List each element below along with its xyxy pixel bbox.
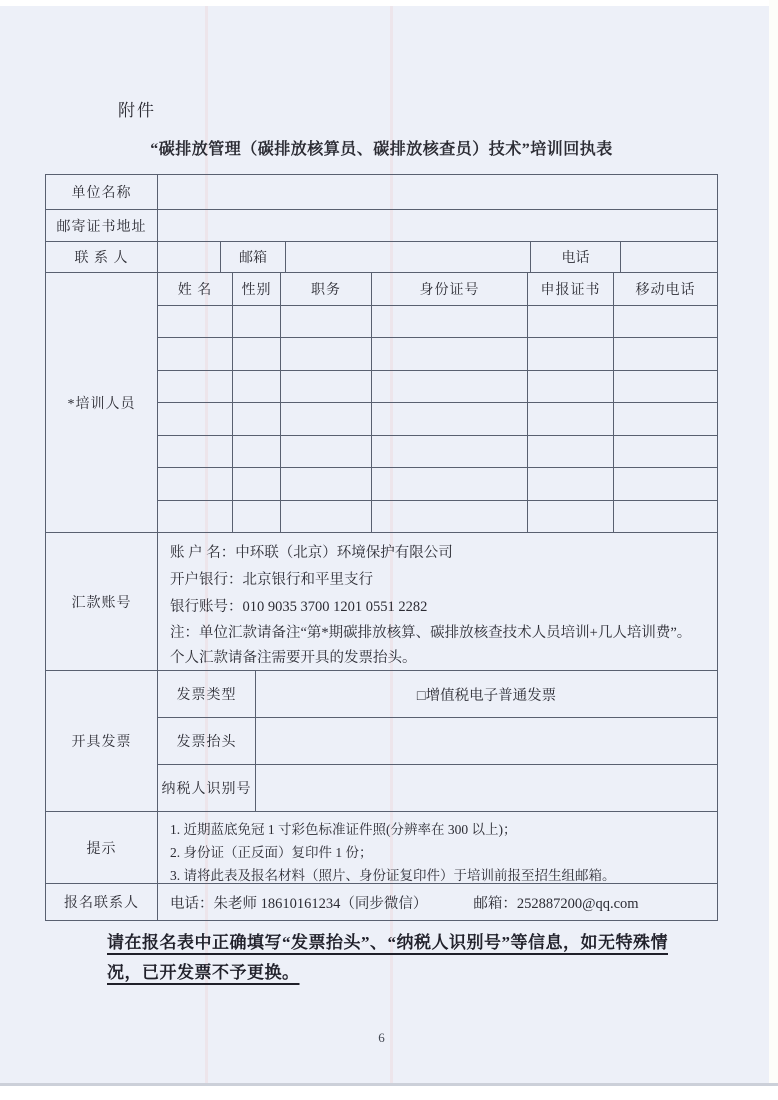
col-header-certificate: 申报证书: [528, 273, 614, 305]
tips-content: [158, 812, 717, 883]
empty-cell: [528, 403, 614, 434]
empty-cell: [614, 338, 717, 369]
trainee-empty-row: [158, 371, 717, 403]
empty-cell: [528, 468, 614, 499]
attachment-label: 附件: [118, 101, 156, 120]
unit-name-row: [46, 175, 717, 210]
empty-cell: [158, 338, 233, 369]
remittance-details: [158, 533, 717, 670]
account-name-line: 账 户 名：中环联（北京）环境保护有限公司: [170, 545, 453, 561]
contact-phone-label: 电话: [531, 242, 621, 272]
empty-cell: [233, 306, 281, 337]
invoice-subtable: [158, 671, 717, 811]
empty-cell: [372, 338, 528, 369]
trainees-row: [46, 273, 717, 533]
trainee-empty-row: [158, 436, 717, 468]
empty-cell: [281, 338, 372, 369]
empty-cell: [281, 371, 372, 402]
trainee-empty-row: [158, 501, 717, 532]
empty-cell: [233, 371, 281, 402]
empty-cell: [281, 501, 372, 532]
footer-note: 请在报名表中正确填写“发票抬头”、“纳税人识别号”等信息，如无特殊情况，已开发票不予更换。: [107, 933, 668, 982]
account-number-line: 银行账号：010 9035 3700 1201 0551 2282: [170, 599, 428, 615]
col-header-mobile: 移动电话: [635, 283, 696, 298]
empty-cell: [158, 403, 233, 434]
remittance-note-line: 注：单位汇款请备注“第*期碳排放核算、碳排放核查技术人员培训+几人培训费”。个人汇款请备注需要开具的发票抬头。: [170, 625, 692, 666]
trainee-empty-row: [158, 468, 717, 500]
empty-cell: [281, 468, 372, 499]
empty-cell: [158, 501, 233, 532]
remittance-label: 汇款账号: [46, 533, 158, 670]
empty-cell: [372, 468, 528, 499]
registration-email: 邮箱：252887200@qq.com: [473, 895, 639, 912]
empty-cell: [614, 436, 717, 467]
empty-cell: [233, 468, 281, 499]
registration-phone: 电话：朱老师 18610161234（同步微信）: [170, 895, 428, 912]
contact-phone-value-cell: [621, 242, 717, 272]
empty-cell: [528, 306, 614, 337]
empty-cell: [614, 371, 717, 402]
col-header-position: 职务: [281, 273, 372, 305]
empty-cell: [528, 501, 614, 532]
reply-form-table: [45, 174, 718, 921]
invoice-title-value-cell: [256, 718, 717, 764]
empty-cell: [528, 436, 614, 467]
empty-cell: [233, 501, 281, 532]
contact-email-value-cell: [286, 242, 531, 272]
tip-line-2: 2. 身份证（正反面）复印件 1 份；: [170, 845, 373, 860]
empty-cell: [614, 403, 717, 434]
empty-cell: [372, 501, 528, 532]
unit-name-value-cell: [158, 175, 717, 209]
tax-id-label: 纳税人识别号: [158, 765, 256, 811]
empty-cell: [281, 306, 372, 337]
empty-cell: [233, 403, 281, 434]
invoice-type-row: [158, 671, 717, 718]
invoice-title-row: [158, 718, 717, 765]
empty-cell: [233, 436, 281, 467]
bank-line: 开户银行：北京银行和平里支行: [170, 572, 373, 588]
trainees-grid: [158, 273, 717, 532]
tip-line-1: 1. 近期蓝底免冠 1 寸彩色标准证件照(分辨率在 300 以上)；: [170, 822, 517, 837]
registration-contact-label: 报名联系人: [46, 884, 158, 920]
empty-cell: [158, 436, 233, 467]
contact-email-label: 邮箱: [221, 242, 286, 272]
scan-edge-right: [769, 0, 778, 1100]
empty-cell: [158, 371, 233, 402]
mail-address-value-cell: [158, 210, 717, 241]
invoice-label: 开具发票: [46, 671, 158, 811]
empty-cell: [372, 436, 528, 467]
trainee-empty-row: [158, 306, 717, 338]
contact-person-label: 联 系 人: [46, 242, 158, 272]
document-title: “碳排放管理（碳排放核算员、碳排放核查员）技术”培训回执表: [150, 141, 613, 158]
empty-cell: [614, 501, 717, 532]
empty-cell: [372, 371, 528, 402]
tax-id-row: [158, 765, 717, 811]
empty-cell: [158, 468, 233, 499]
scanned-page: [0, 6, 770, 1084]
trainees-header-row: [158, 273, 717, 306]
invoice-type-label: 发票类型: [158, 671, 256, 717]
registration-contact-details: [158, 884, 717, 920]
tips-row: [46, 812, 717, 884]
trainee-empty-row: [158, 338, 717, 370]
col-header-gender: 性别: [233, 273, 281, 305]
tips-label: 提示: [46, 812, 158, 883]
empty-cell: [614, 468, 717, 499]
invoice-row: [46, 671, 717, 812]
scan-edge-bottom: [0, 1083, 778, 1100]
contact-name-value-cell: [158, 242, 221, 272]
col-header-id-number: 身份证号: [372, 273, 528, 305]
mail-address-label: 邮寄证书地址: [46, 210, 158, 241]
empty-cell: [233, 338, 281, 369]
invoice-type-option: □增值税电子普通发票: [416, 687, 557, 704]
empty-cell: [281, 436, 372, 467]
registration-contact-row: [46, 884, 717, 920]
empty-cell: [528, 371, 614, 402]
empty-cell: [528, 338, 614, 369]
empty-cell: [372, 403, 528, 434]
page-number: 6: [378, 1030, 385, 1045]
empty-cell: [372, 306, 528, 337]
remittance-row: [46, 533, 717, 671]
trainees-label: *培训人员: [46, 273, 158, 532]
empty-cell: [614, 306, 717, 337]
col-header-name: 姓 名: [158, 273, 233, 305]
unit-name-label: 单位名称: [46, 175, 158, 209]
mail-address-row: [46, 210, 717, 242]
empty-cell: [158, 306, 233, 337]
contact-person-row: [46, 242, 717, 273]
tax-id-value-cell: [256, 765, 717, 811]
trainee-empty-row: [158, 403, 717, 435]
invoice-title-label: 发票抬头: [158, 718, 256, 764]
empty-cell: [281, 403, 372, 434]
tip-line-3: 3. 请将此表及报名材料（照片、身份证复印件）于培训前报至招生组邮箱。: [170, 868, 616, 883]
